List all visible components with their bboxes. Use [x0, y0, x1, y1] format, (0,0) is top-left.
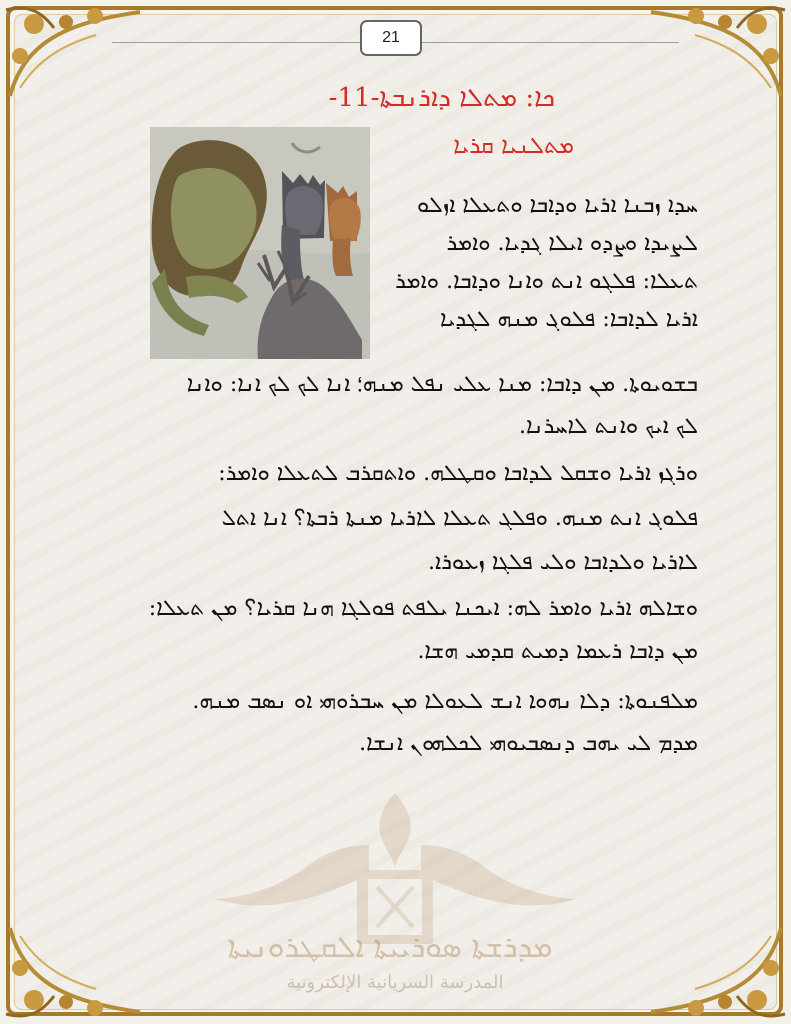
watermark-emblem — [205, 775, 585, 950]
ornament-corner — [0, 914, 150, 1024]
ornament-corner — [0, 0, 150, 110]
section-subtitle: ܡܬܠܢܝܐ ܩܪܝܐ — [453, 133, 574, 159]
body-line: ܡܕܡ ܠܝ ܝܗܒ ܕܢܣܒܝܘܗܝ ܠܟܠܗܘܢ ܐܢܫܐ. — [359, 731, 698, 756]
ornament-corner — [641, 914, 791, 1024]
body-line: ܐܪܝܐ ܠܕܐܒܐ: ܦܠܘܓ ܡܢܗ ܠܓܕܝܐ — [440, 307, 698, 332]
page-number-box — [360, 20, 422, 56]
body-line: ܘܪܓܙ ܐܪܝܐ ܘܫܩܠ ܠܕܐܒܐ ܘܩܛܠܗ. ܘܐܬܩܪܒ ܠܬܥܠܐ ܘܐܡܪ: — [218, 461, 698, 486]
body-line: ܠܨܝܕܐ ܘܨܕܘ ܐܝܠܐ ܓܕܝܐ. ܘܐܡܪ — [446, 231, 698, 256]
body-line: ܘܫܐܠܗ ܐܪܝܐ ܘܐܡܪ ܠܗ: ܐܝܟܢܐ ܝܠܦܬ ܦܘܠܓܐ ܗܢܐ ܩܪܝܐ؟ ܡܢ ܬܥܠܐ: — [148, 596, 698, 621]
fable-illustration — [150, 127, 370, 359]
body-line: ܒܫܘܝܘܬܐ. ܡܢ ܕܐܒܐ: ܡܢܐ ܥܠܝ ܢܦܠ ܡܢܗ؛ ܐܢܐ ܠܟ ܠܟ ܐܢܐ: ܘܐܢܐ — [186, 372, 698, 397]
body-line: ܬܥܠܐ: ܦܠܓܘ ܐܢܬ ܘܐܢܐ ܘܕܐܒܐ. ܘܐܡܪ — [395, 269, 698, 294]
body-line: ܠܟ ܐܝܟ ܘܐܢܬ ܠܐܚܪܢܐ. — [518, 414, 698, 439]
watermark-title: ܡܕܪܫܬܐ ܣܘܪܝܝܬܐ ܐܠܩܛܪܘܢܝܬܐ — [227, 930, 553, 965]
body-line: ܚܕܐ ܙܒܢܐ ܐܪܝܐ ܘܕܐܒܐ ܘܬܥܠܐ ܐܙܠܘ — [417, 193, 698, 218]
ornament-corner — [641, 0, 791, 110]
watermark-subtitle: المدرسة السريانية الإلكترونية — [286, 972, 504, 993]
body-line: ܡܢ ܕܐܒܐ ܪܥܡܐ ܕܡܝܬ ܩܕܡܝ ܗܫܐ. — [417, 639, 698, 664]
body-line: ܡܠܦܢܘܬܐ: ܕܠܐ ܢܗܘܐ ܐܢܫ ܠܥܘܠܐ ܡܢ ܚܒܪܘܗܝ ܐܘ ܢܣܒ ܡܢܗ. — [192, 689, 698, 714]
page-number: 21 — [382, 29, 400, 46]
body-line: ܦܠܘܓ ܐܢܬ ܡܢܗ. ܘܦܠܓ ܬܥܠܐ ܠܐܪܝܐ ܡܢܬܐ ܪܒܬܐ؟ ܐܢܐ ܐܬܠ — [221, 506, 698, 531]
body-line: ܠܐܪܝܐ ܘܠܕܐܒܐ ܘܠܝ ܦܠܓܐ ܙܥܘܪܐ. — [428, 550, 698, 575]
chapter-title: ܟܐ: ܡܬܠܐ ܕܐܪܢܒܬܐ-11- — [328, 83, 555, 113]
